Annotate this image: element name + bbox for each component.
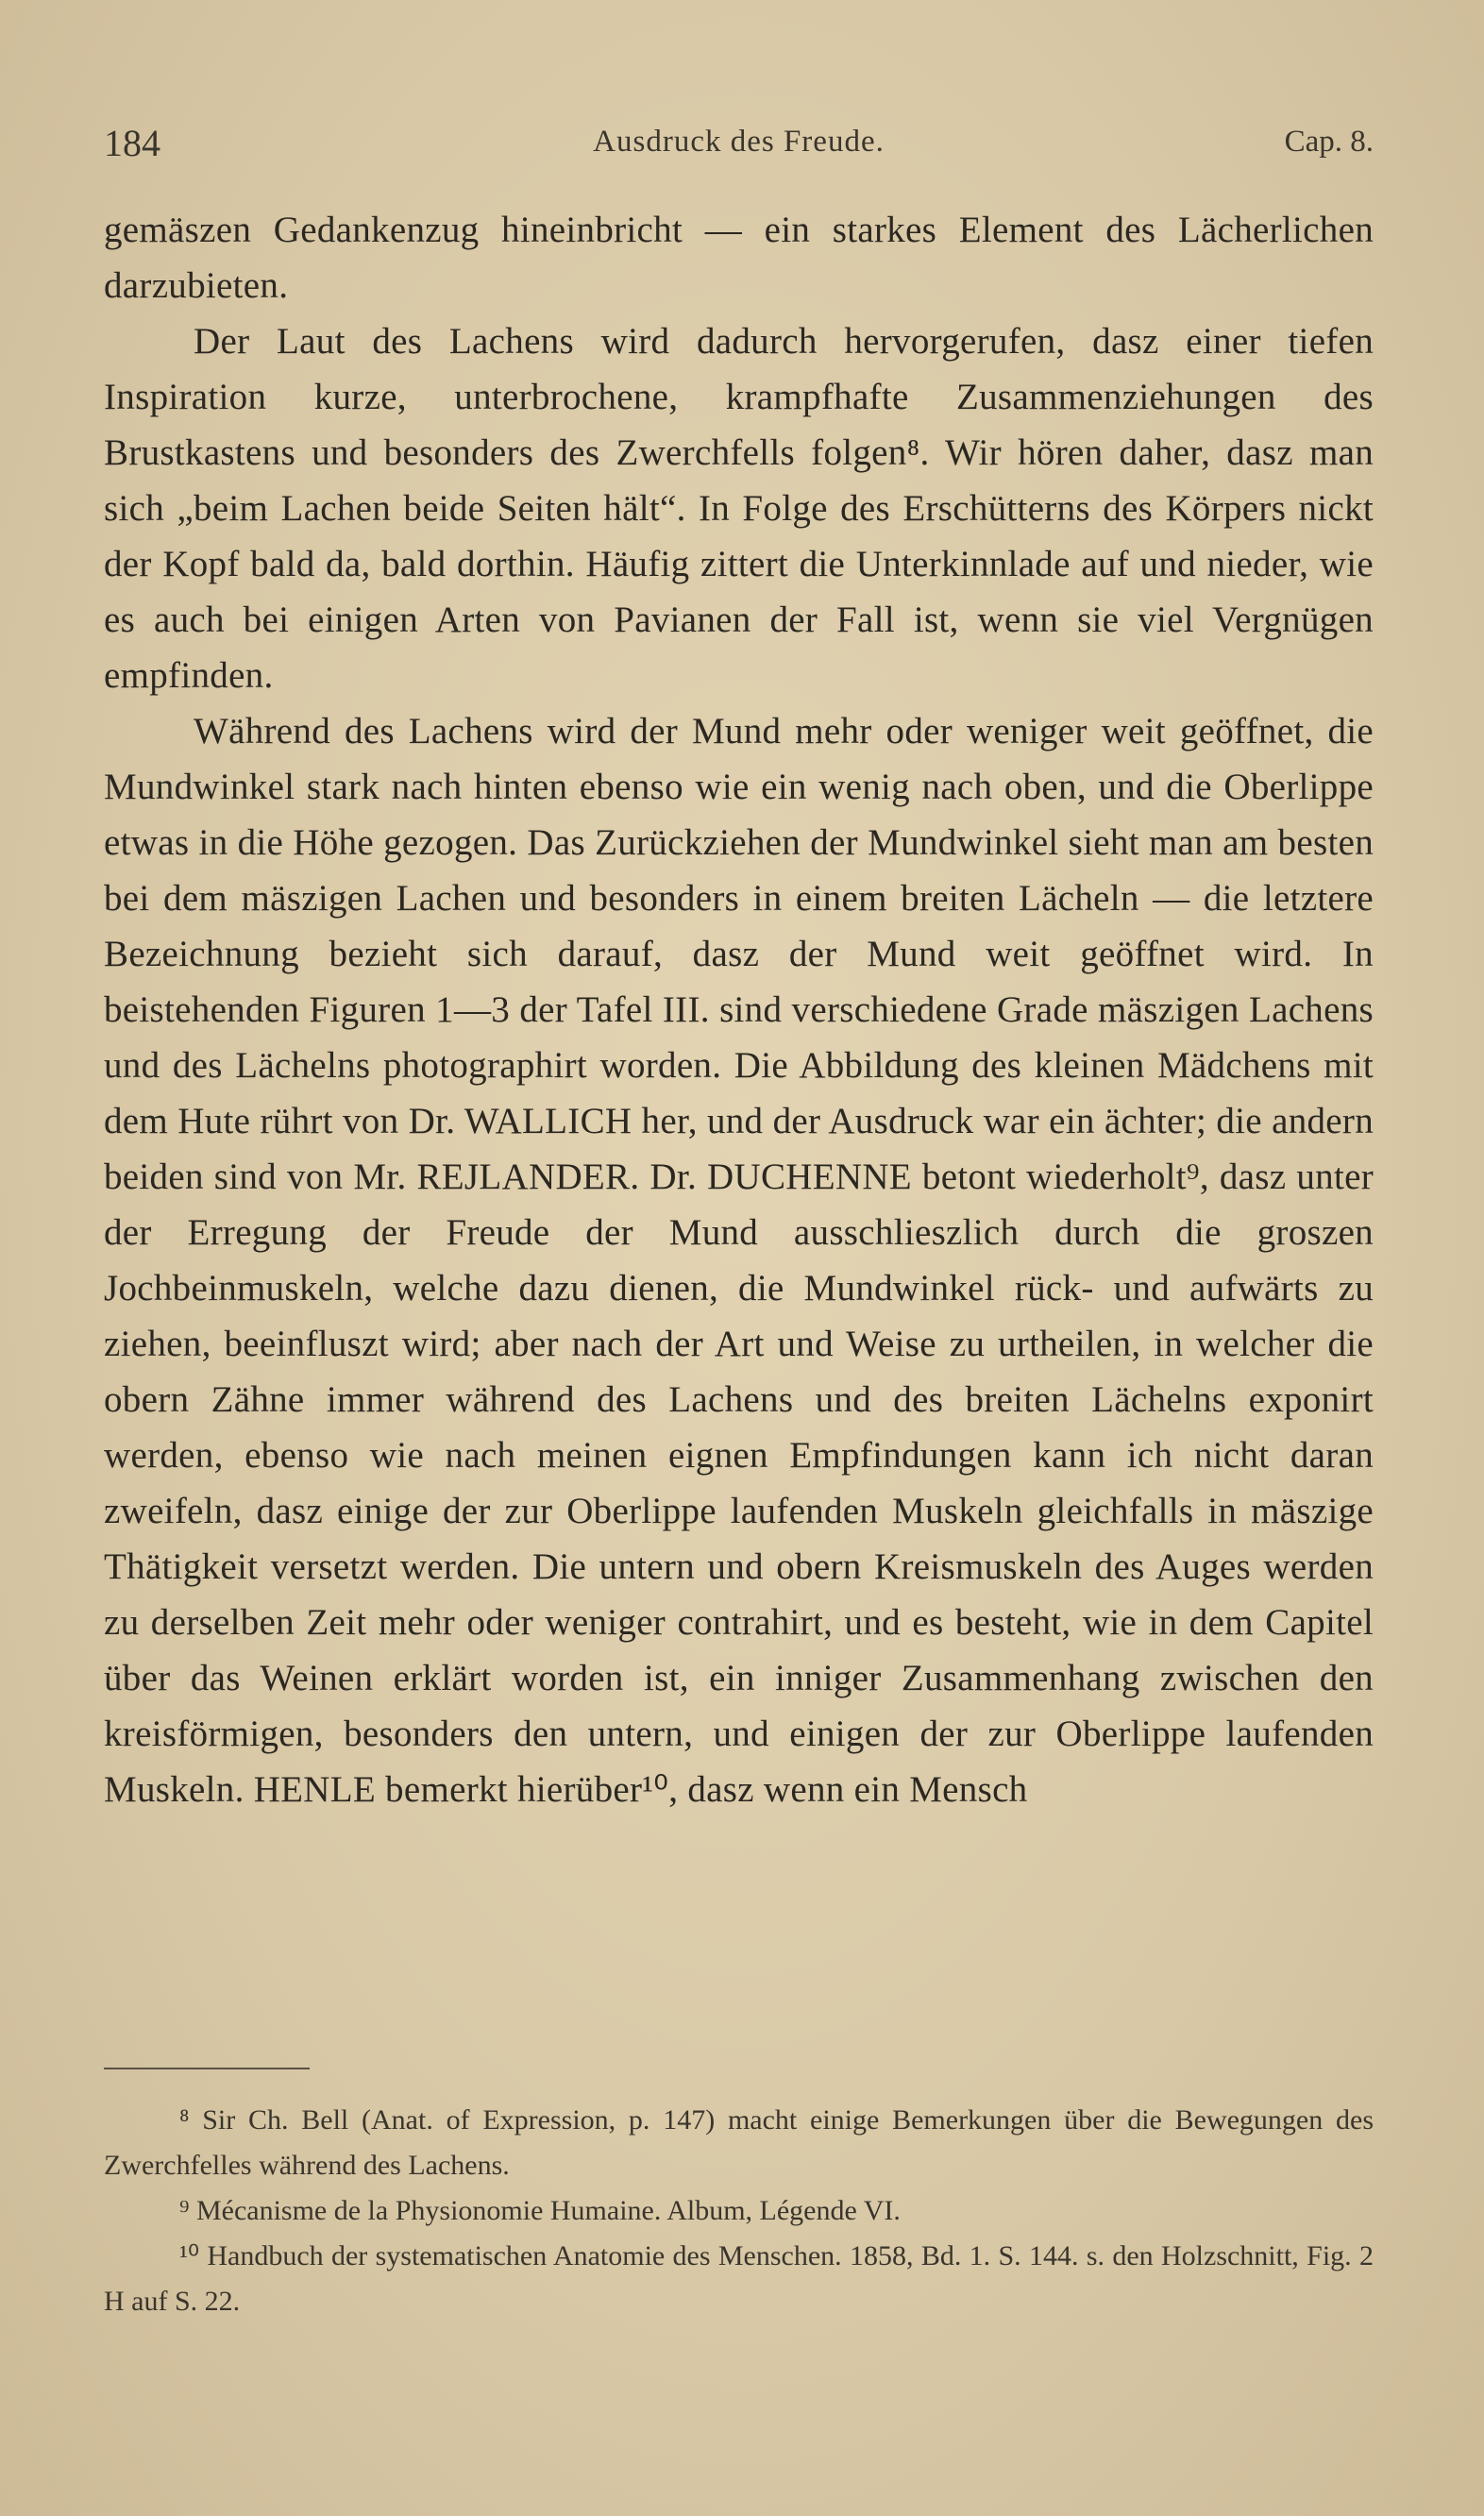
running-title: Ausdruck des Freude. [593, 125, 885, 159]
paragraph-2: Der Laut des Lachens wird dadurch hervorgerufen, dasz einer tiefen Inspiration kurze, unterbrochene, krampfhafte Zusammenziehungen des Brustkastens und besonders des Zwerchfells folgen⁸. Wir hören daher, dasz man sich „beim Lachen beide Seiten hält“. In Folge des Erschütterns des Körpers nickt der Kopf bald da, bald dorthin. Häufig zittert die Unterkinnlade auf und nieder, wie es auch bei einigen Arten von Pavianen der Fall ist, wenn sie viel Vergnügen empfinden. [104, 321, 1374, 696]
footnote-8: ⁸ Sir Ch. Bell (Anat. of Expression, p. 147) macht einige Bemerkungen über die Bewegungen des Zwerchfelles während des Lachens. [104, 2104, 1374, 2181]
footnote-divider [104, 2068, 310, 2069]
page-number: 184 [104, 122, 160, 164]
paragraph-1: gemäszen Gedankenzug hineinbricht — ein starkes Element des Lächerlichen darzubieten. [104, 210, 1374, 306]
paragraph-3: Während des Lachens wird der Mund mehr oder weniger weit geöffnet, die Mundwinkel stark nach hinten ebenso wie ein wenig nach oben, und die Oberlippe etwas in die Höhe gezogen. Das Zurückziehen der Mundwinkel sieht man am besten bei dem mäszigen Lachen und besonders in einem breiten Lächeln — die letztere Bezeichnung bezieht sich darauf, dasz der Mund weit geöffnet wird. In beistehenden Figuren 1—3 der Tafel III. sind verschiedene Grade mäszigen Lachens und des Lächelns photographirt worden. Die Abbildung des kleinen Mädchens mit dem Hute rührt von Dr. WALLICH her, und der Ausdruck war ein ächter; die andern beiden sind von Mr. REJLANDER. Dr. DUCHENNE betont wiederholt⁹, dasz unter der Erregung der Freude der Mund ausschlieszlich durch die groszen Jochbeinmuskeln, welche dazu dienen, die Mundwinkel rück- und aufwärts zu ziehen, beeinfluszt wird; aber nach der Art und Weise zu urtheilen, in welcher die obern Zähne immer während des Lachens und des breiten Lächelns exponirt werden, ebenso wie nach meinen eignen Empfindungen kann ich nicht daran zweifeln, dasz einige der zur Oberlippe laufenden Muskeln gleichfalls in mäszige Thätigkeit versetzt werden. Die untern und obern Kreismuskeln des Auges werden zu derselben Zeit mehr oder weniger contrahirt, und es besteht, wie in dem Capitel über das Weinen erklärt worden ist, ein inniger Zusammenhang zwischen den kreisförmigen, besonders den untern, und einigen der zur Oberlippe laufenden Muskeln. HENLE bemerkt hierüber¹⁰, dasz wenn ein Mensch [104, 711, 1374, 1810]
main-text [104, 202, 1374, 1817]
footnotes [104, 2098, 1374, 2324]
running-header [104, 121, 1374, 177]
footnote-9: ⁹ Mécanisme de la Physionomie Humaine. Album, Légende VI. [179, 2195, 901, 2226]
footnote-10: ¹⁰ Handbuch der systematischen Anatomie des Menschen. 1858, Bd. 1. S. 144. s. den Holzschnitt, Fig. 2 H auf S. 22. [104, 2240, 1374, 2317]
chapter-label: Cap. 8. [1284, 125, 1374, 159]
